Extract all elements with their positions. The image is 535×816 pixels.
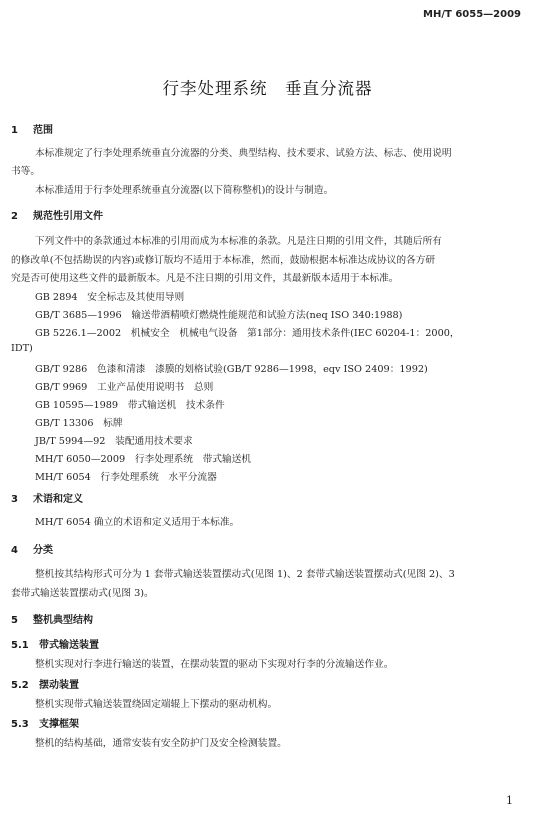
normative-reference: GB 2894 安全标志及其使用导则 <box>35 292 185 303</box>
subsection-title: 支撑框架 <box>39 719 79 730</box>
normative-reference: GB 5226.1—2002 机械安全 机械电气设备 第1部分：通用技术条件(IEC 60204-1：2000， <box>35 328 460 339</box>
subsection-5-3-paragraph: 整机的结构基础，通常安装有安全防护门及安全检测装置。 <box>35 738 287 749</box>
subsection-5-2-heading <box>11 676 79 691</box>
section-4-heading <box>11 541 53 556</box>
section-number: 4 <box>11 545 18 556</box>
subsection-number: 5.1 <box>11 640 29 651</box>
subsection-5-1-paragraph: 整机实现对行李进行输送的装置，在摆动装置的驱动下实现对行李的分流输送作业。 <box>35 659 394 670</box>
section-5-heading <box>11 611 93 626</box>
section-number: 1 <box>11 125 18 136</box>
subsection-title: 带式输送装置 <box>39 640 99 651</box>
section-number: 2 <box>11 211 18 222</box>
section-title: 分类 <box>33 545 53 556</box>
normative-reference-cont: IDT) <box>11 343 33 354</box>
section-4-paragraph-1-cont: 套带式输送装置摆动式(见图 3)。 <box>11 588 154 599</box>
section-title: 规范性引用文件 <box>33 211 103 222</box>
section-1-paragraph-1-cont: 书等。 <box>11 166 41 177</box>
document-title: 行李处理系统 垂直分流器 <box>162 79 373 98</box>
normative-reference: MH/T 6054 行李处理系统 水平分流器 <box>35 472 217 483</box>
section-number: 5 <box>11 615 18 626</box>
section-1-heading <box>11 121 53 136</box>
normative-reference: MH/T 6050—2009 行李处理系统 带式输送机 <box>35 454 252 465</box>
section-title: 术语和定义 <box>33 494 83 505</box>
subsection-number: 5.3 <box>11 719 29 730</box>
subsection-5-3-heading <box>11 715 79 730</box>
section-4-paragraph-1: 整机按其结构形式可分为 1 套带式输送装置摆动式(见图 1)、2 套带式输送装置摆动式(见图 2)、3 <box>35 569 455 580</box>
subsection-number: 5.2 <box>11 680 29 691</box>
subsection-5-1-heading <box>11 636 99 651</box>
normative-reference: GB/T 9286 色漆和清漆 漆膜的划格试验(GB/T 9286—1998，eqv ISO 2409：1992) <box>35 364 428 375</box>
normative-reference: GB 10595—1989 带式输送机 技术条件 <box>35 400 225 411</box>
section-2-paragraph-1-cont: 的修改单(不包括勘误的内容)或修订版均不适用于本标准，然而，鼓励根据本标准达成协议的各方研 <box>11 255 436 266</box>
section-3-paragraph-1: MH/T 6054 确立的术语和定义适用于本标准。 <box>35 517 240 528</box>
normative-reference: GB/T 13306 标牌 <box>35 418 123 429</box>
section-2-heading <box>11 207 103 222</box>
section-number: 3 <box>11 494 18 505</box>
document-code: MH/T 6055—2009 <box>423 9 521 20</box>
section-1-paragraph-2: 本标准适用于行李处理系统垂直分流器(以下简称整机)的设计与制造。 <box>35 185 334 196</box>
section-3-heading <box>11 490 83 505</box>
normative-reference: GB/T 3685—1996 输送带酒精喷灯燃烧性能规范和试验方法(neq ISO 340:1988) <box>35 310 403 321</box>
section-2-paragraph-1-cont: 究是否可使用这些文件的最新版本。凡是不注日期的引用文件，其最新版本适用于本标准。 <box>11 273 399 284</box>
subsection-5-2-paragraph: 整机实现带式输送装置绕固定端辊上下摆动的驱动机构。 <box>35 699 278 710</box>
subsection-title: 摆动装置 <box>39 680 79 691</box>
section-title: 整机典型结构 <box>33 615 93 626</box>
page-number: 1 <box>506 794 513 807</box>
section-1-paragraph-1: 本标准规定了行李处理系统垂直分流器的分类、典型结构、技术要求、试验方法、标志、使用说明 <box>35 148 452 159</box>
normative-reference: JB/T 5994—92 装配通用技术要求 <box>35 436 193 447</box>
section-2-paragraph-1: 下列文件中的条款通过本标准的引用而成为本标准的条款。凡是注日期的引用文件，其随后所有 <box>35 236 442 247</box>
normative-reference: GB/T 9969 工业产品使用说明书 总则 <box>35 382 214 393</box>
section-title: 范围 <box>33 125 53 136</box>
